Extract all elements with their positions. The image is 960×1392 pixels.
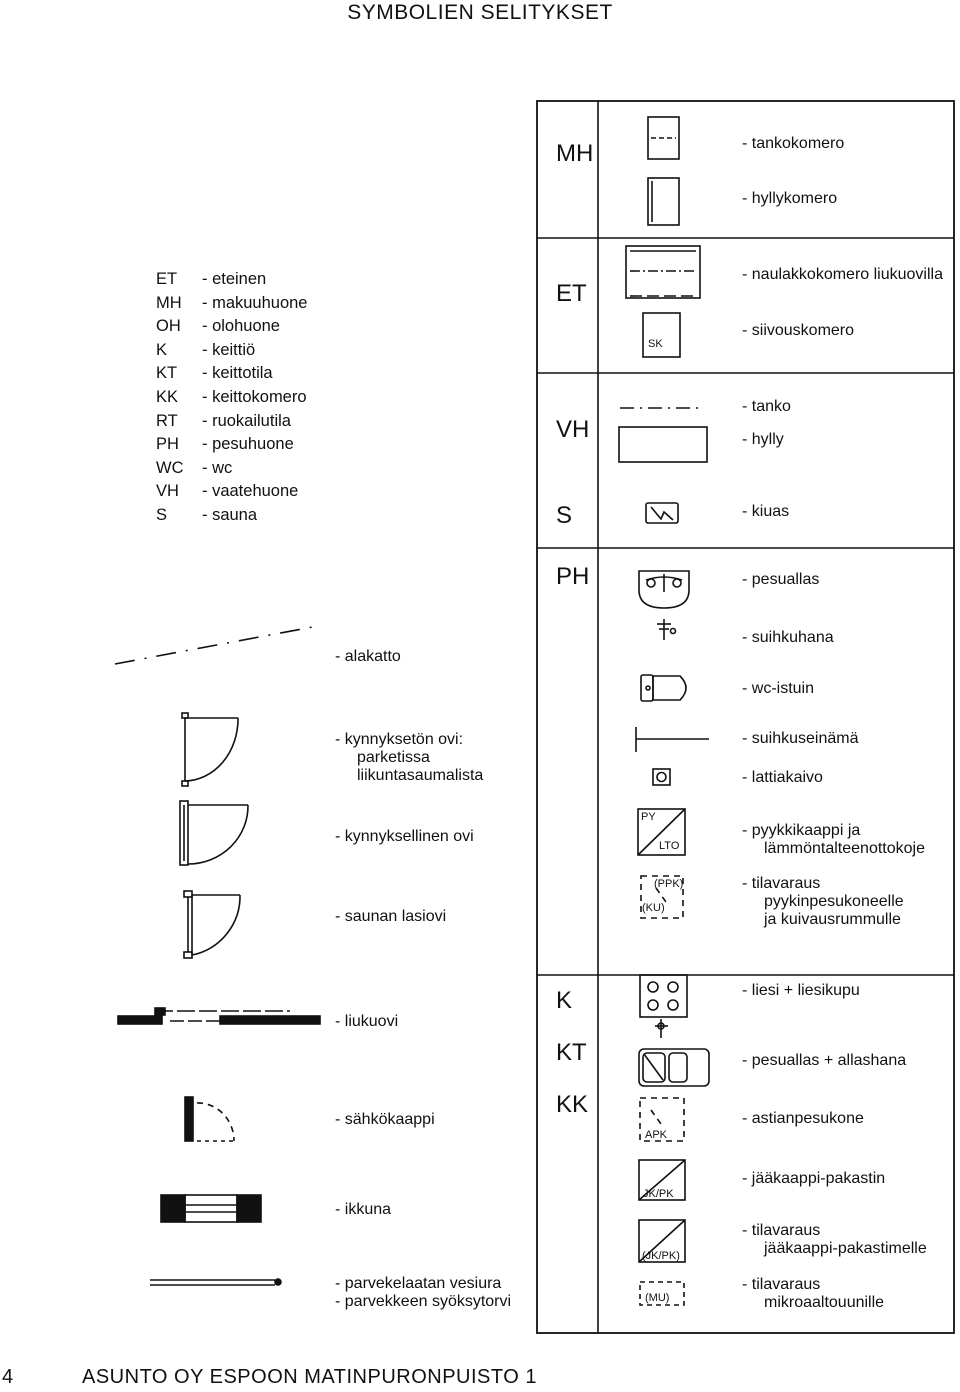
abbreviation-code: KT [156, 364, 178, 383]
mu-tag: (MU) [645, 1292, 670, 1304]
abbreviation-code: S [156, 505, 168, 524]
suihkuseinama-symbol [636, 727, 709, 752]
label-kynnyksetön-ovi-line1: - kynnyksetön ovi: [335, 731, 464, 748]
naulakkokomero-symbol [626, 246, 700, 298]
label-tilavaraus-mikro-line2: mikroaaltouunille [764, 1294, 885, 1311]
label-tankokomero: - tankokomero [742, 135, 845, 152]
saunan-lasiovi-symbol [184, 891, 240, 958]
liukuovi-symbol [118, 1008, 320, 1024]
tankokomero-symbol [648, 117, 679, 159]
label-jaakaappi: - jääkaappi-pakastin [742, 1170, 886, 1187]
abbreviation-desc: - eteinen [202, 270, 267, 288]
sk-tag: SK [648, 338, 663, 350]
label-ikkuna: - ikkuna [335, 1201, 392, 1218]
abbreviation-code: OH [156, 317, 181, 336]
abbreviation-desc: - keittiö [202, 340, 256, 359]
abbreviation-code: PH [156, 435, 179, 454]
lto-tag: LTO [659, 840, 680, 852]
label-kynnyksetön-ovi [335, 731, 483, 785]
abbreviation-desc: - pesuhuone [202, 435, 294, 454]
label-pesuallas: - pesuallas [742, 571, 820, 588]
label-pyykkikaappi-line2: lämmöntalteenottokoje [764, 840, 925, 857]
sahkokaappi-symbol [185, 1097, 234, 1141]
abbreviation-code: WC [156, 458, 184, 477]
label-hylly: - hylly [742, 431, 784, 448]
liesi-symbol [640, 975, 687, 1017]
allashana-symbol [655, 1019, 668, 1038]
abbreviation-desc: - vaatehuone [202, 482, 299, 501]
abbreviation-desc: - keittokomero [202, 387, 307, 406]
abbreviation-code: VH [156, 482, 179, 501]
label-suihkuhana: - suihkuhana [742, 629, 834, 646]
label-parveke-line2: - parvekkeen syöksytorvi [335, 1293, 512, 1310]
pesuallas-symbol [639, 571, 689, 608]
label-pyykkikaappi [742, 822, 925, 858]
label-kiuas: - kiuas [742, 503, 790, 520]
pesuallas-allashana-symbol [639, 1049, 709, 1086]
abbreviation-desc: - wc [202, 458, 233, 477]
label-kynnyksetön-ovi-line3: liikuntasaumalista [357, 767, 484, 784]
label-tilavaraus-jk [742, 1222, 927, 1258]
page-title: SYMBOLIEN SELITYKSET [347, 1, 613, 24]
label-astianpesukone: - astianpesukone [742, 1110, 864, 1127]
wc-istuin-symbol [641, 675, 686, 701]
code-kk: KK [556, 1091, 589, 1118]
hyllykomero-symbol [648, 178, 679, 225]
label-tilavaraus-mikro [742, 1276, 884, 1312]
code-k: K [556, 987, 573, 1014]
hylly-symbol [619, 427, 707, 462]
abbreviation-desc: - sauna [202, 505, 258, 524]
abbreviation-desc: - ruokailutila [202, 411, 291, 430]
label-sahkokaappi: - sähkökaappi [335, 1111, 435, 1128]
abbreviation-desc: - makuuhuone [202, 293, 308, 312]
label-tilavaraus-pesukone-line3: ja kuivausrummulle [764, 911, 901, 928]
label-pesuallas-allashana: - pesuallas + allashana [742, 1052, 907, 1069]
label-tilavaraus-jk-line1: - tilavaraus [742, 1222, 821, 1239]
abbreviation-code: ET [156, 270, 178, 288]
apk-tag: APK [645, 1129, 668, 1141]
alakatto-symbol [115, 626, 318, 664]
label-alakatto: - alakatto [335, 648, 401, 665]
ppk-tag: (PPK) [654, 878, 684, 890]
label-tilavaraus-pesukone-line1: - tilavaraus [742, 875, 821, 892]
abbreviation-code: MH [156, 293, 182, 312]
code-s: S [556, 502, 573, 529]
abbreviation-desc: - keittotila [202, 364, 273, 383]
kiuas-symbol [646, 503, 678, 523]
label-liukuovi: - liukuovi [335, 1013, 399, 1030]
kynnyksellinen-ovi-symbol [180, 801, 248, 865]
label-suihkuseinama: - suihkuseinämä [742, 730, 859, 747]
code-vh: VH [556, 416, 590, 443]
label-naulakkokomero: - naulakkokomero liukuovilla [742, 266, 943, 283]
jkpk-paren-tag: (JK/PK) [642, 1250, 680, 1262]
py-tag: PY [641, 811, 656, 823]
label-tanko: - tanko [742, 398, 791, 415]
label-lattiakaivo: - lattiakaivo [742, 769, 823, 786]
label-tilavaraus-pesukone [742, 875, 904, 929]
label-liesi: - liesi + liesikupu [742, 982, 860, 999]
label-parveke [335, 1275, 511, 1311]
kynnyksetön-ovi-symbol [182, 713, 238, 786]
ku-tag: (KU) [642, 902, 665, 914]
page-number: 4 [2, 1366, 14, 1388]
jkpk-tag: JK/PK [643, 1188, 674, 1200]
footer-text: ASUNTO OY ESPOON MATINPURONPUISTO 1 [82, 1366, 537, 1388]
code-ph: PH [556, 563, 590, 590]
label-wc-istuin: - wc-istuin [742, 680, 815, 697]
label-tilavaraus-mikro-line1: - tilavaraus [742, 1276, 821, 1293]
ikkuna-symbol [161, 1195, 261, 1222]
abbreviation-code: KK [156, 387, 179, 406]
label-saunan-lasiovi: - saunan lasiovi [335, 908, 447, 925]
label-siivouskomero: - siivouskomero [742, 322, 855, 339]
suihkuhana-symbol [657, 619, 676, 640]
code-mh: MH [556, 140, 594, 167]
abbreviation-desc: - olohuone [202, 317, 280, 336]
code-et: ET [556, 280, 587, 307]
label-kynnyksetön-ovi-line2: parketissa [357, 749, 430, 766]
label-kynnyksellinen-ovi: - kynnyksellinen ovi [335, 828, 474, 845]
lattiakaivo-symbol [653, 769, 670, 785]
label-tilavaraus-pesukone-line2: pyykinpesukoneelle [764, 893, 904, 910]
label-tilavaraus-jk-line2: jääkaappi-pakastimelle [764, 1240, 927, 1257]
label-pyykkikaappi-line1: - pyykkikaappi ja [742, 822, 861, 839]
legend-frame [537, 101, 954, 1333]
label-parveke-line1: - parvekelaatan vesiura [335, 1275, 502, 1292]
abbreviation-code: RT [156, 411, 178, 430]
label-hyllykomero: - hyllykomero [742, 190, 838, 207]
code-kt: KT [556, 1039, 587, 1066]
parveke-symbol [150, 1279, 281, 1285]
siivouskomero-symbol [643, 313, 680, 357]
abbreviation-code: K [156, 340, 168, 359]
